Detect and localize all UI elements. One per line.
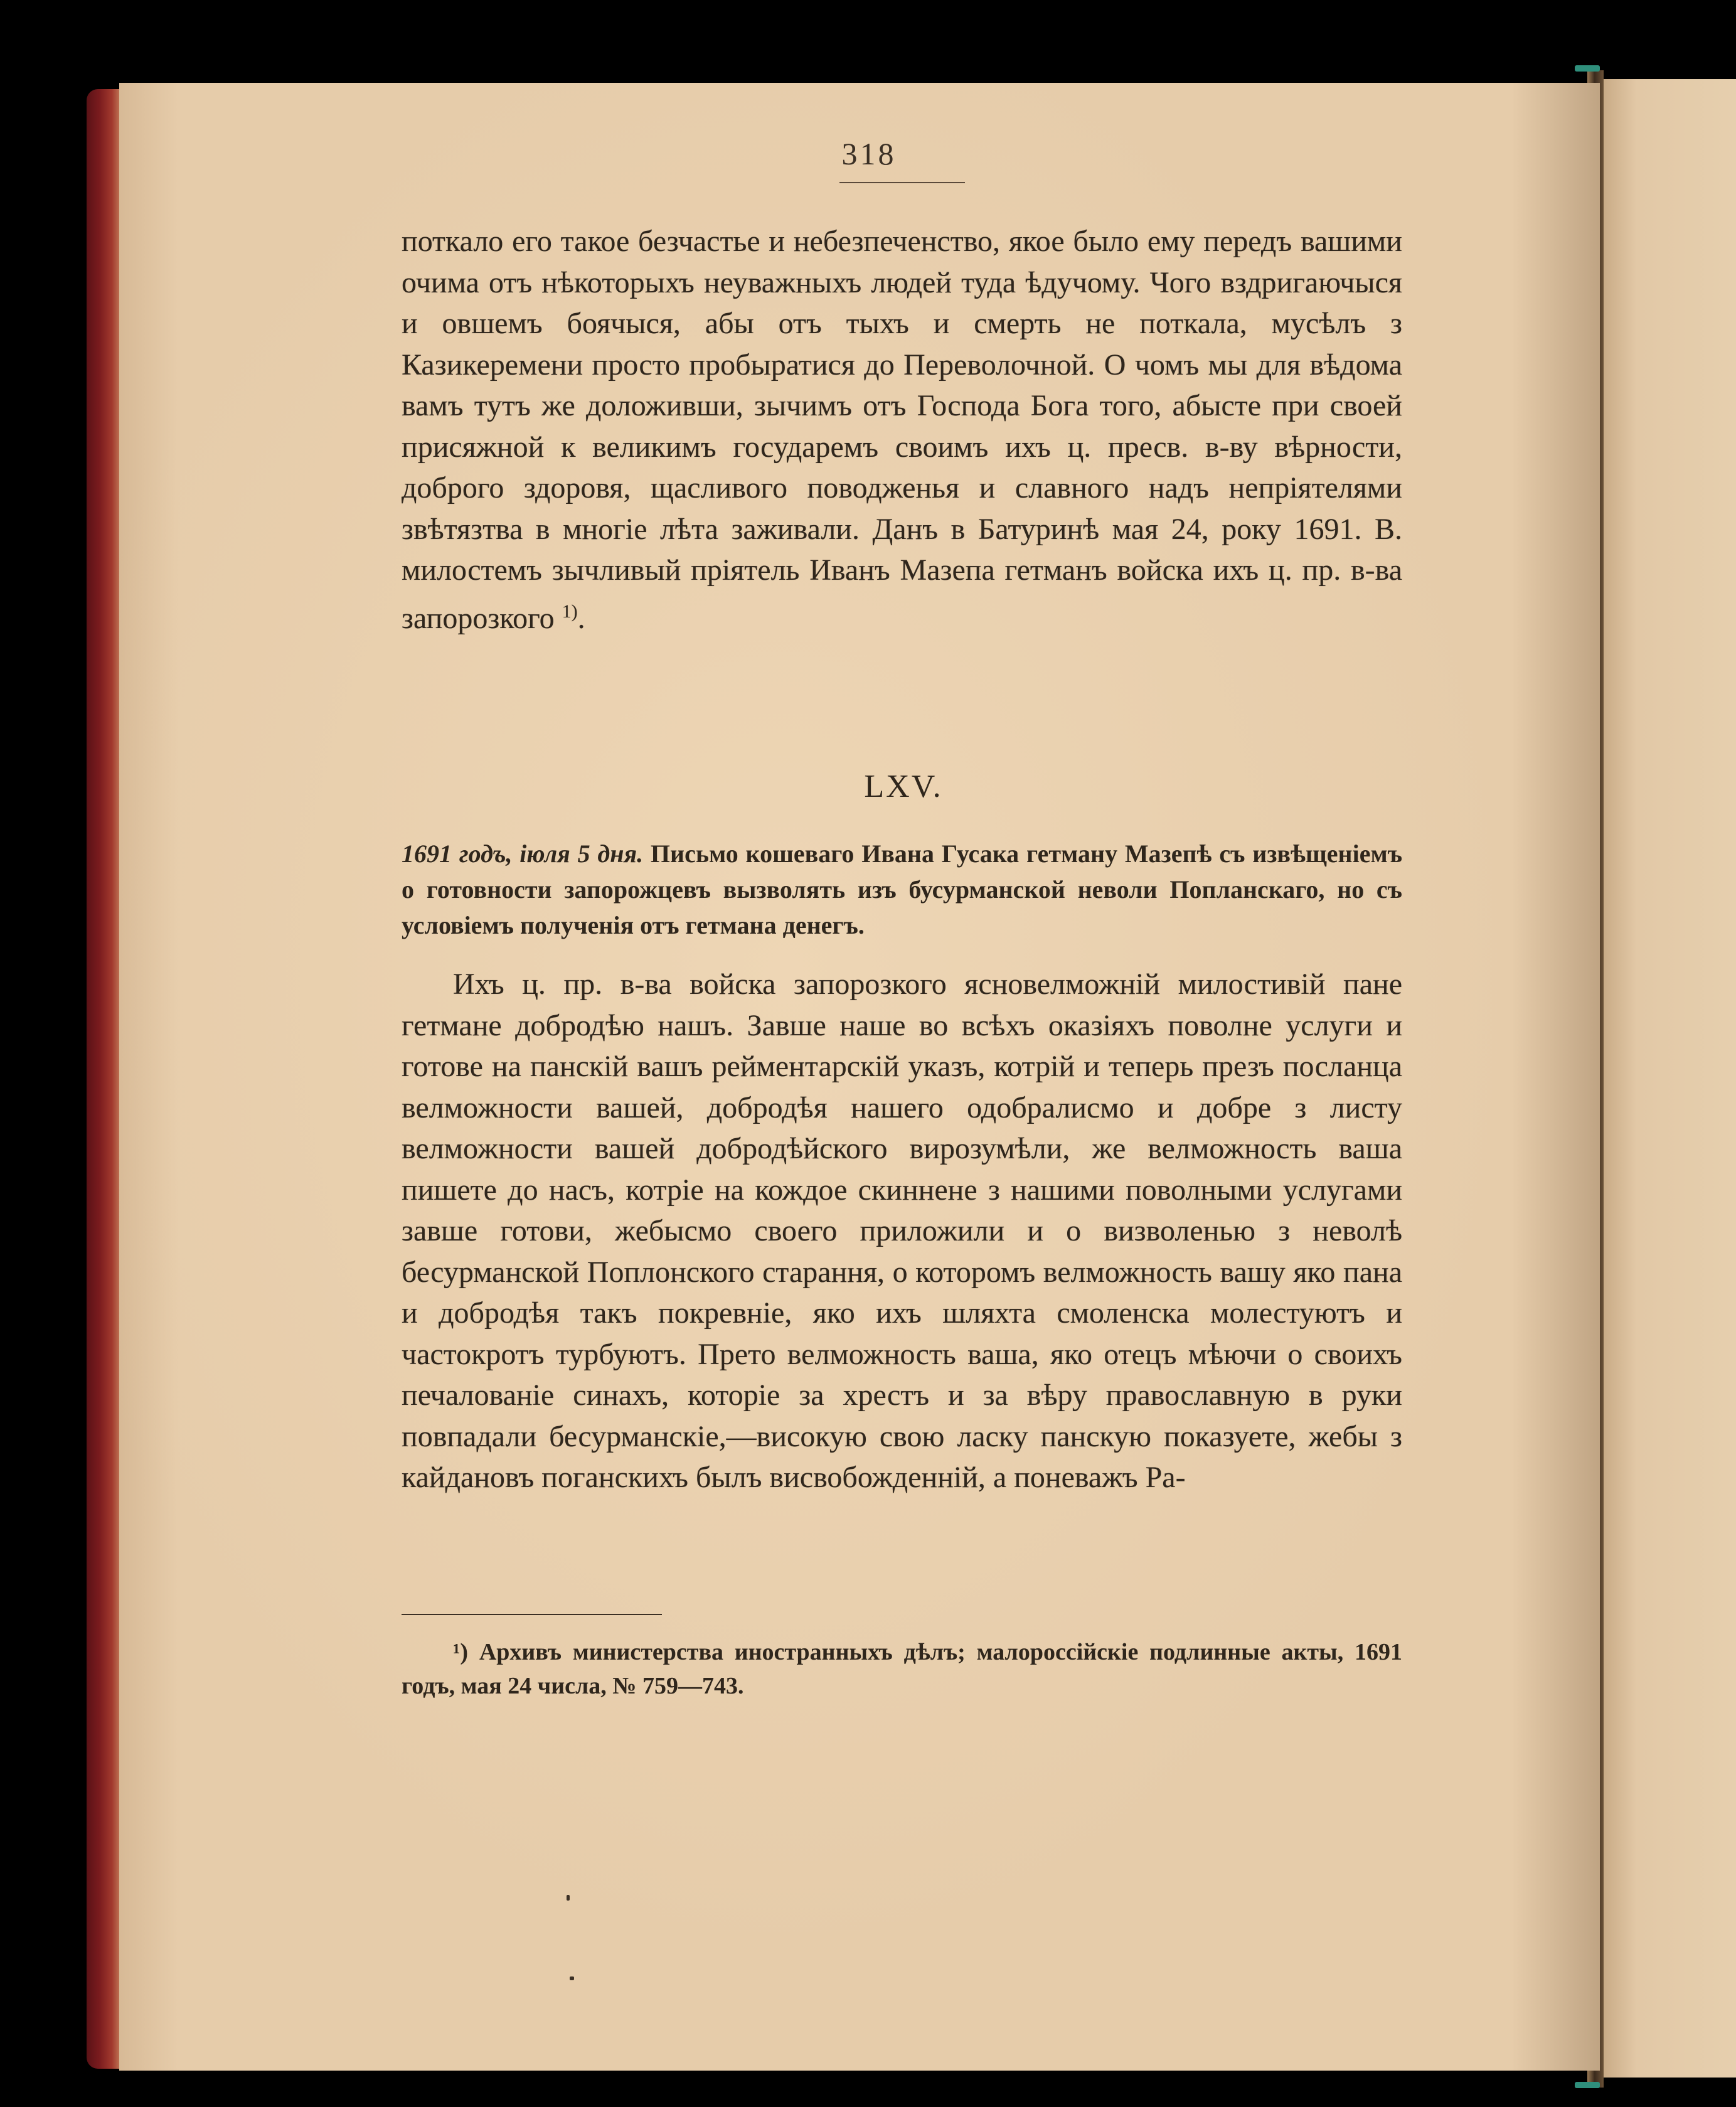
paper-speck (570, 1976, 574, 1980)
footnote-rule (402, 1614, 662, 1615)
footnote: ¹) Архивъ министерства иностранныхъ дѣлъ; малороссійскіе подлинные акты, 1691 годъ, мая 24 числа, № 759—743. (402, 1639, 1402, 1699)
page-number: 318 (841, 136, 897, 171)
paragraph-continued (402, 221, 1402, 639)
summary-text: Письмо кошеваго Ивана Гусака гетману Мазепѣ съ извѣщеніемъ о готовности запорожцевъ вызволять изъ бусурманской неволи Попланскаго, но съ условіемъ полученія отъ гетмана денегъ. (402, 840, 1403, 939)
paper-speck (567, 1895, 570, 1901)
summary-date: 1691 годъ, іюля 5 дня. (402, 840, 644, 868)
footnote-marker: 1) (562, 600, 578, 622)
letter-body-paragraph: Ихъ ц. пр. в-ва войска запорозкого ясновелможній милостивій пане гетмане добродѣю нашъ. Завше наше во всѣхъ оказіяхъ поволне услуги и готове на панскій вашъ рейментарскій указъ, котрій и теперь презъ посланца велможности вашей, добродѣя нашего одобралисмо и добре з листу велможности вашей добродѣйского вирозумѣли, же велможность ваша пишете до насъ, котріе на кождое скиннене з нашими поволными услугами завше готови, жебысмо своего приложили и о визволенью з неволѣ бесурманской Поплонского старання, о которомъ велможность вашу яко пана и добродѣя такъ покревніе, яко ихъ шляхта смоленска молестуютъ и частокротъ турбуютъ. Прето велможность ваша, яко отецъ мѣючи о своихъ печалованіе синахъ, которіе за хрестъ и за вѣру православную в руки повпадали бесурманскіе,—високую свою ласку панскую показуете, жебы з кайдановъ поганскихъ былъ висвобожденній, а поневажъ Ра- (402, 968, 1402, 1494)
spine-tape-mark (1575, 2082, 1600, 2088)
facing-page-edge (1604, 79, 1736, 2078)
paragraph-text: поткало его такое безчастье и небезпеченство, якое было ему передъ вашими очима отъ нѣкоторыхъ неуважныхъ людей туда ѣдучому. Чого вздригаючыся и овшемъ боячыся, абы отъ тыхъ и смерть не поткала, мусѣлъ з Казикеремени просто пробыратися до Переволочной. О чомъ мы для вѣдома вамъ тутъ же доложивши, зычимъ отъ Господа Бога того, абысте при своей присяжной к великимъ государемъ своимъ ихъ ц. пресв. в-ву вѣрности, доброго здоровя, щасливого поводженья и славного надъ непріятелями звѣтязтва в многіе лѣта заживали. Данъ в Батуринѣ мая 24, року 1691. В. милостемъ зычливый пріятель Иванъ Мазепа гетманъ войска ихъ ц. пр. в-ва запорозкого (402, 225, 1402, 635)
paragraph-end: . (577, 601, 585, 635)
book-cover-edge (87, 89, 123, 2069)
section-number: LXV. (864, 769, 943, 804)
page-number-rule (839, 182, 965, 183)
section-summary (402, 836, 1402, 943)
spine-tape-mark (1575, 65, 1600, 72)
